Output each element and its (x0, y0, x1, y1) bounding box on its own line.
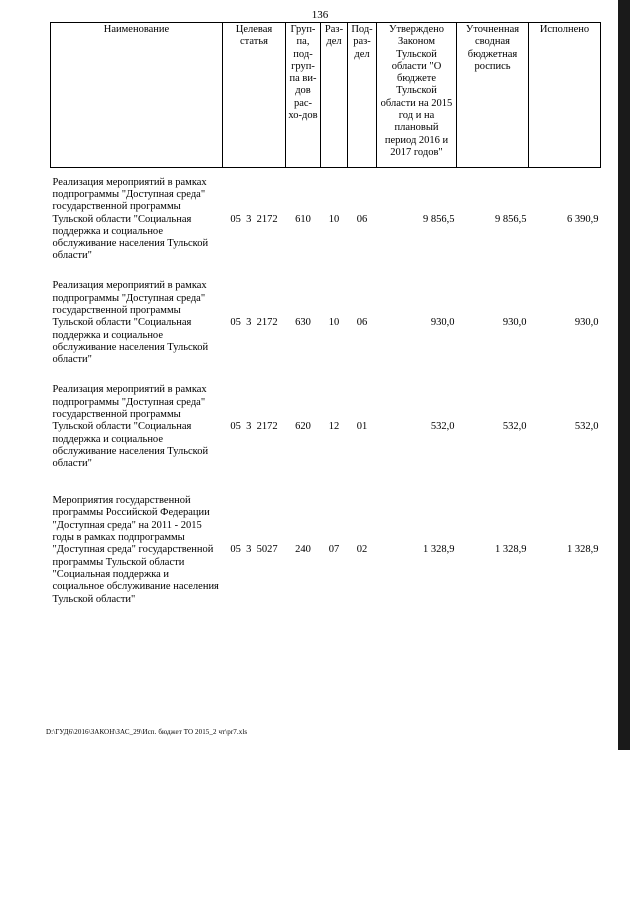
row-target (223, 168, 286, 272)
target-code-2: 3 (246, 213, 252, 225)
row-target (223, 272, 286, 376)
row-section: 07 (328, 544, 340, 556)
table-header (51, 23, 601, 168)
row-approved: 1 328,9 (423, 544, 455, 556)
table-row (51, 376, 601, 480)
row-target (223, 486, 286, 616)
row-refined: 930,0 (502, 317, 527, 329)
target-code-1: 05 (230, 317, 241, 329)
header-group: Груп-па, под-груп-па ви-дов рас-хо-дов (286, 23, 321, 168)
row-group: 610 (295, 213, 311, 225)
row-subsection: 02 (356, 544, 368, 556)
row-section: 10 (328, 213, 340, 225)
budget-table (50, 22, 601, 616)
row-executed: 1 328,9 (567, 544, 599, 556)
header-section: Раз-дел (321, 23, 348, 168)
row-refined: 532,0 (502, 421, 527, 433)
page-number: 136 (311, 9, 329, 21)
header-executed: Исполнено (529, 23, 601, 168)
row-name: Мероприятия государственной программы Российской Федерации "Доступная среда" на 2011 - 2015 годы в рамках подпрограммы "Доступная среда" государственной программы Тульской области "Социальная поддержка и социальное обслуживание населения Тульской области" (52, 495, 219, 605)
target-code-3: 2172 (256, 421, 278, 433)
row-executed: 6 390,9 (567, 213, 599, 225)
target-code-1: 05 (230, 421, 241, 433)
table-body (51, 168, 601, 616)
row-group: 630 (295, 317, 311, 329)
table-row (51, 486, 601, 616)
footer-file-path: D:\ГУД6\2016\ЗАКОН\ЗАС_29\Исп. бюджет ТО 2015_2 чт\pr7.xls (46, 728, 248, 736)
row-group: 620 (295, 421, 311, 433)
target-code-2: 3 (246, 317, 252, 329)
header-approved: Утверждено Законом Тульской области "О бюджете Тульской области на 2015 год и на плановый период 2016 и 2017 годов" (377, 23, 457, 168)
table-row (51, 272, 601, 376)
header-target: Целевая статья (223, 23, 286, 168)
row-executed: 930,0 (574, 317, 599, 329)
target-code-3: 2172 (256, 213, 278, 225)
header-name: Наименование (51, 23, 223, 168)
row-refined: 9 856,5 (495, 213, 527, 225)
row-approved: 9 856,5 (423, 213, 455, 225)
target-code-1: 05 (230, 544, 241, 556)
target-code-2: 3 (246, 421, 252, 433)
row-refined: 1 328,9 (495, 544, 527, 556)
target-code-1: 05 (230, 213, 241, 225)
row-section: 12 (328, 421, 340, 433)
scan-edge-bar (618, 0, 630, 750)
target-code-3: 5027 (256, 544, 278, 556)
row-subsection: 01 (356, 421, 368, 433)
row-section: 10 (328, 317, 340, 329)
row-name: Реализация мероприятий в рамках подпрограммы "Доступная среда" государственной программы Тульской области "Социальная поддержка и социальное обслуживание населения Тульской области" (52, 384, 209, 470)
row-target (223, 376, 286, 480)
target-code-2: 3 (246, 544, 252, 556)
row-group: 240 (295, 544, 311, 556)
row-subsection: 06 (356, 317, 368, 329)
row-approved: 532,0 (430, 421, 455, 433)
header-refined: Уточненная сводная бюджетная роспись (457, 23, 529, 168)
row-approved: 930,0 (430, 317, 455, 329)
target-code-3: 2172 (256, 317, 278, 329)
table-row (51, 168, 601, 272)
row-name: Реализация мероприятий в рамках подпрограммы "Доступная среда" государственной программы Тульской области "Социальная поддержка и социальное обслуживание населения Тульской области" (52, 280, 209, 366)
row-executed: 532,0 (574, 421, 599, 433)
header-subsection: Под-раз-дел (348, 23, 377, 168)
row-subsection: 06 (356, 213, 368, 225)
row-name: Реализация мероприятий в рамках подпрограммы "Доступная среда" государственной программы Тульской области "Социальная поддержка и социальное обслуживание населения Тульской области" (52, 176, 209, 262)
